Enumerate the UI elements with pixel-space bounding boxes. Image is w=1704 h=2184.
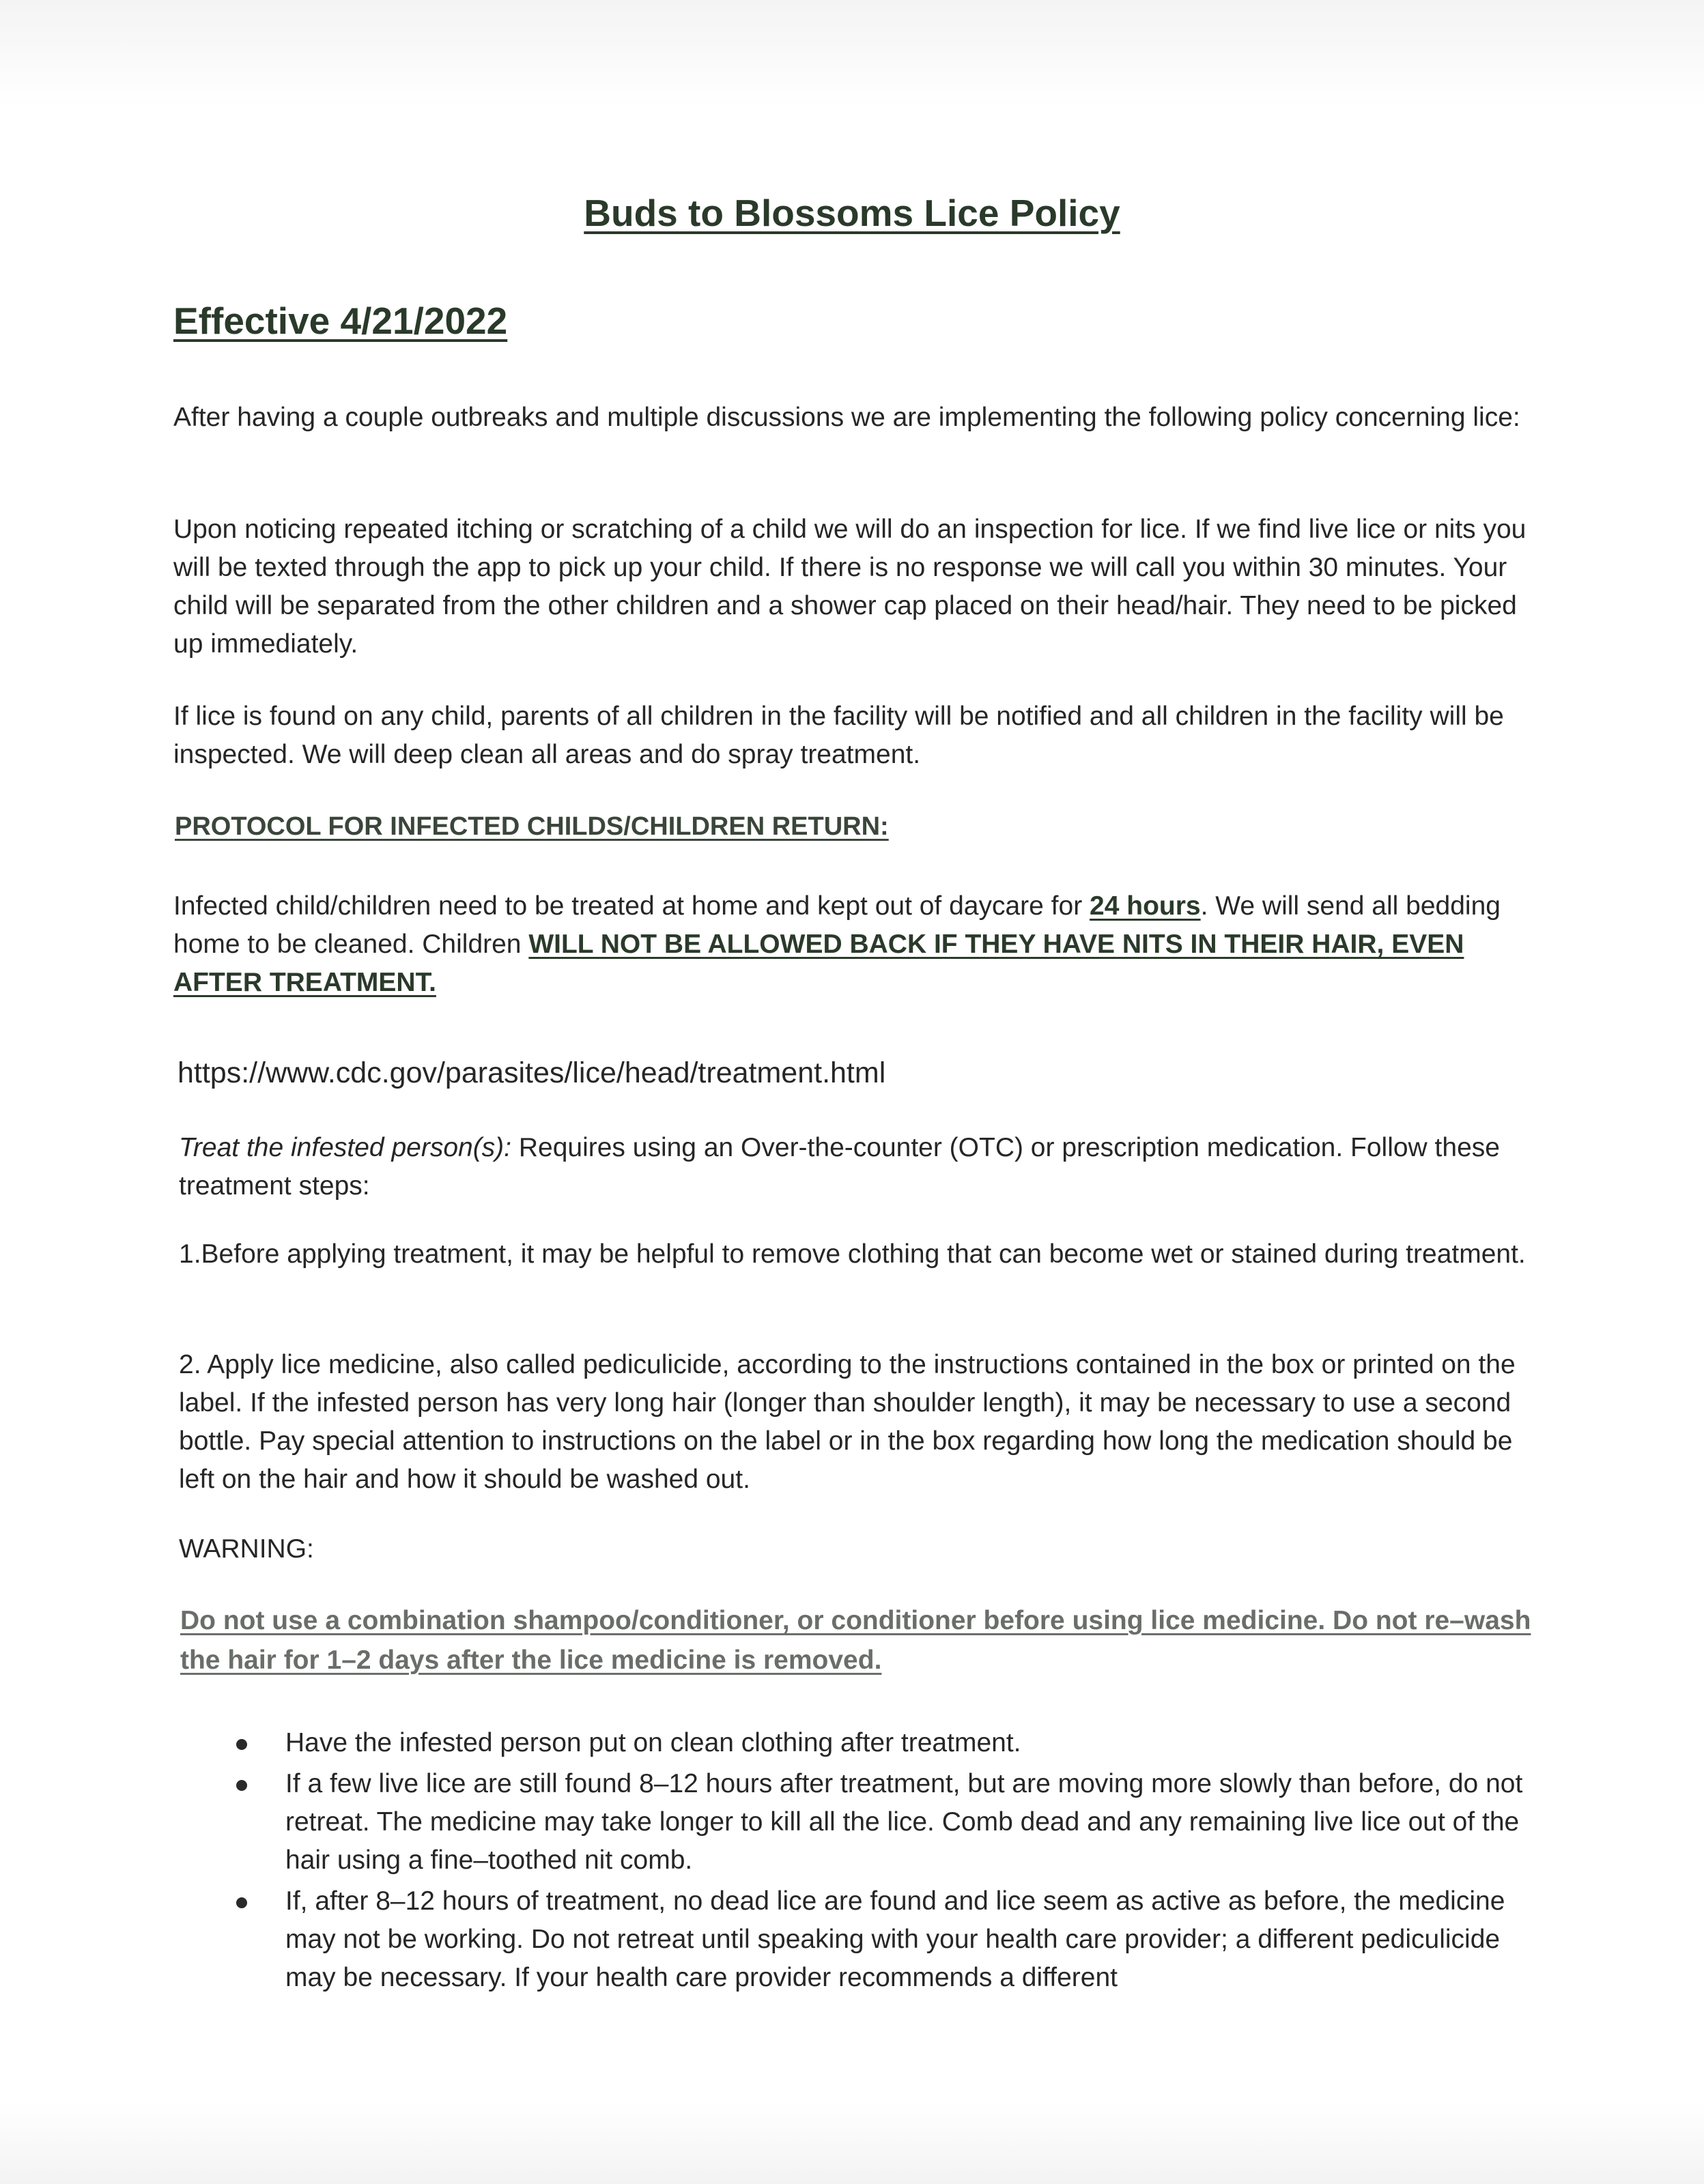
protocol-text-1: Infected child/children need to be treated at home and kept out of daycare for [173,891,1090,921]
protocol-hours: 24 hours [1090,891,1201,921]
bullet-text: Have the infested person put on clean clothing after treatment. [285,1728,1021,1757]
list-item [232,1882,1543,1997]
bullet-text: If, after 8–12 hours of treatment, no dead lice are found and lice seem as active as before, the medicine may not be working. Do not retreat until speaking with your health care provider; a different pediculicide may be necessary. If your health care provider recommends a different [285,1886,1505,1992]
treatment-bullet-list [232,1724,1543,2000]
inspection-paragraph: Upon noticing repeated itching or scratching of a child we will do an inspection for lice. If we find live lice or nits you will be texted through the app to pick up your child. If there is no response we will call you within 30 minutes. Your child will be separated from the other children and a shower cap placed on their head/hair. They need to be picked up immediately. [173,515,1526,659]
list-item [232,1765,1543,1880]
intro-paragraph: After having a couple outbreaks and multiple discussions we are implementing the following policy concerning lice: [173,403,1520,432]
facility-paragraph: If lice is found on any child, parents of all children in the facility will be notified and all children in the facility will be inspected. We will deep clean all areas and do spray treatment. [173,702,1504,769]
protocol-paragraph [173,887,1546,1002]
bullet-dot-icon [236,1897,247,1908]
cdc-url: https://www.cdc.gov/parasites/lice/head/treatment.html [178,1057,886,1089]
warning-label: WARNING: [179,1534,314,1564]
bullet-text: If a few live lice are still found 8–12 hours after treatment, but are moving more slowly than before, do not retreat. The medicine may take longer to kill all the lice. Comb dead and any remaining live lice out of the hair using a fine–toothed nit comb. [285,1769,1523,1875]
protocol-text-2: . We will send all bedding home to be cleaned. Children [173,891,1501,959]
treat-paragraph [179,1129,1551,1205]
bullet-dot-icon [236,1739,247,1750]
effective-date: Effective 4/21/2022 [173,300,508,342]
treat-lead: Treat the infested person(s): [179,1133,512,1162]
step-1: 1.Before applying treatment, it may be helpful to remove clothing that can become wet or stained during treatment. [179,1239,1526,1269]
step-2: 2. Apply lice medicine, also called pediculicide, according to the instructions contained in the box or printed on the label. If the infested person has very long hair (longer than shoulder length), it may be necessary to use a second bottle. Pay special attention to instructions on the label or in the box regarding how long the medication should be left on the hair and how it should be washed out. [179,1350,1516,1494]
list-item [232,1724,1543,1762]
protocol-emphasis: WILL NOT BE ALLOWED BACK IF THEY HAVE NITS IN THEIR HAIR, EVEN AFTER TREATMENT. [173,930,1464,997]
protocol-heading: PROTOCOL FOR INFECTED CHILDS/CHILDREN RETURN: [175,812,889,841]
bullet-dot-icon [236,1780,247,1791]
treat-text: Requires using an Over-the-counter (OTC) or prescription medication. Follow these treatment steps: [179,1133,1500,1201]
document-title: Buds to Blossoms Lice Policy [584,192,1120,234]
warning-text: Do not use a combination shampoo/conditioner, or conditioner before using lice medicine. Do not re–wash the hair for 1–2 days after the lice medicine is removed. [180,1606,1531,1675]
